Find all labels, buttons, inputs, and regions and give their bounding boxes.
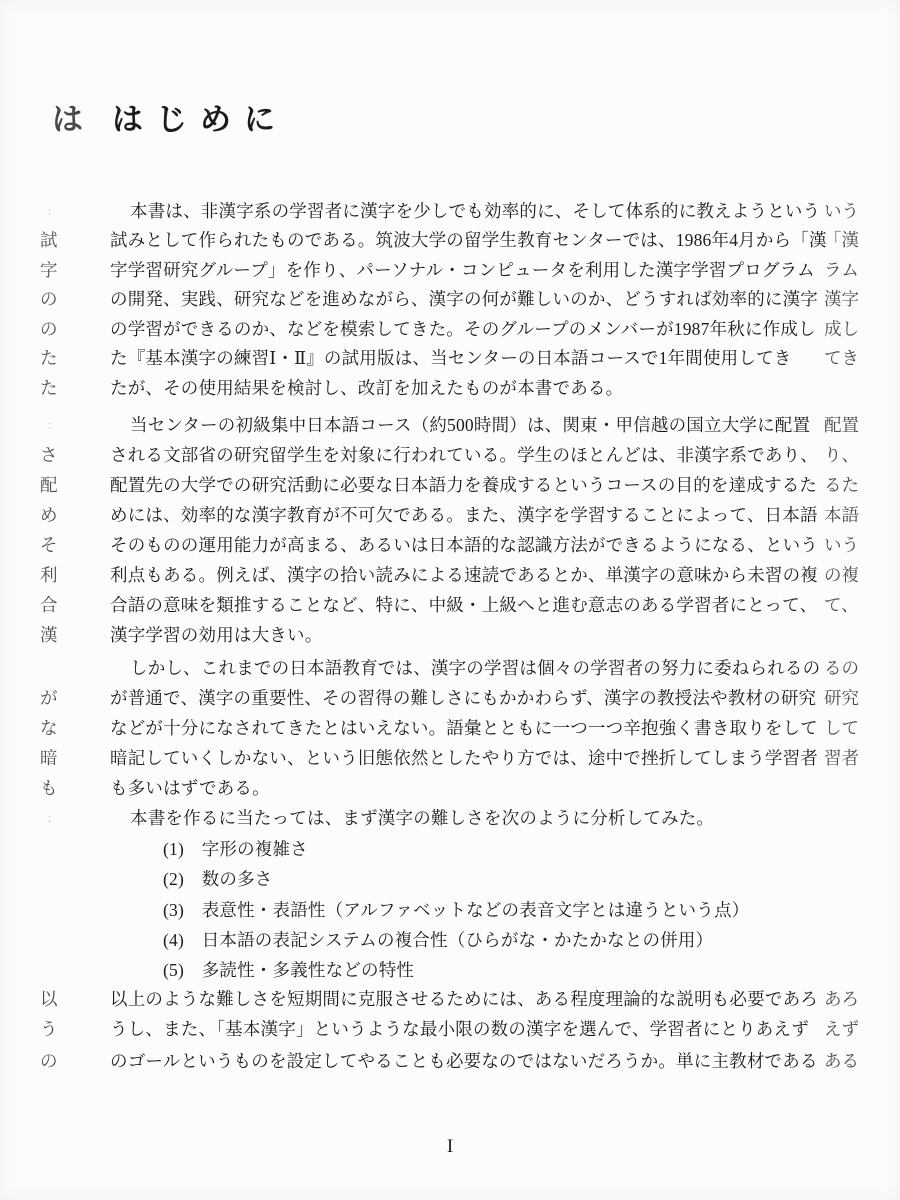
- body-line: [0, 532, 900, 558]
- ghost-text-right: 習者: [824, 748, 859, 768]
- body-line: [0, 472, 900, 498]
- ghost-text-left: 字: [40, 260, 58, 280]
- ghost-text-left: め: [40, 505, 58, 525]
- body-line: [0, 198, 900, 224]
- ghost-text-left: 配: [40, 475, 58, 495]
- line-text: 配置先の大学での研究活動に必要な日本語力を養成するというコースの目的を達成するた: [110, 475, 818, 495]
- body-line: [0, 805, 900, 831]
- ghost-text-right: るの: [824, 658, 859, 678]
- body-line: [0, 562, 900, 588]
- line-text: 以上のような難しさを短期間に克服させるためには、ある程度理論的な説明も必要であろ: [110, 989, 818, 1009]
- line-text: も多いはずである。: [110, 778, 270, 798]
- line-text: 本書を作るに当たっては、まず漢字の難しさを次のように分析してみた。: [130, 808, 715, 828]
- list-item-line: [0, 866, 900, 892]
- ghost-text-left: ：: [47, 206, 58, 218]
- ghost-text-right: ラム: [824, 260, 859, 280]
- ghost-text-left: た: [40, 378, 58, 398]
- ghost-text-left: 暗: [40, 748, 58, 768]
- line-text: 字学習研究グループ」を作り、パーソナル・コンピュータを利用した漢字学習プログラム: [110, 260, 815, 280]
- ghost-text-left: ：: [47, 813, 58, 825]
- body-line: [0, 286, 900, 312]
- line-text: めには、効率的な漢字教育が不可欠である。また、漢字を学習することによって、日本語: [110, 505, 818, 525]
- line-text: される文部省の研究留学生を対象に行われている。学生のほとんどは、非漢字系であり、: [110, 445, 818, 465]
- ghost-text-left: の: [40, 319, 58, 339]
- line-text: た『基本漢字の練習Ⅰ・Ⅱ』の試用版は、当センターの日本語コースで1年間使用してき: [110, 348, 792, 368]
- body-line: [0, 655, 900, 681]
- ghost-text-left: 合: [40, 595, 58, 615]
- ghost-text-left: 以: [40, 989, 58, 1009]
- body-line: [0, 592, 900, 618]
- ghost-text-right: てき: [824, 348, 859, 368]
- page-number: I: [446, 1136, 454, 1157]
- ghost-text-left: そ: [40, 535, 58, 555]
- line-text: 当センターの初級集中日本語コース（約500時間）は、関東・甲信越の国立大学に配置: [130, 415, 811, 435]
- body-line: [0, 375, 900, 401]
- body-line: [0, 345, 900, 371]
- line-text: しかし、これまでの日本語教育では、漢字の学習は個々の学習者の努力に委ねられるの: [130, 658, 821, 678]
- line-text: (1) 字形の複雑さ: [163, 839, 308, 859]
- body-line: [0, 622, 900, 648]
- line-text: (2) 数の多さ: [163, 869, 273, 889]
- line-text: (5) 多読性・多義性などの特性: [163, 960, 415, 980]
- list-item-line: [0, 836, 900, 862]
- ghost-text-right: いう: [824, 201, 859, 221]
- ghost-text-right: 本語: [824, 505, 859, 525]
- list-item-line: [0, 927, 900, 953]
- ghost-text-right: て、: [824, 595, 859, 615]
- ghost-text-left: さ: [40, 445, 58, 465]
- list-item-line: [0, 897, 900, 923]
- body-line: [0, 316, 900, 342]
- ghost-text-right: して: [824, 718, 859, 738]
- ghost-text-right: 研究: [824, 688, 859, 708]
- ghost-text-left: 試: [40, 230, 58, 250]
- ghost-text-left: ：: [47, 420, 58, 432]
- ghost-text-right: の複: [824, 565, 859, 585]
- line-text: たが、その使用結果を検討し、改訂を加えたものが本書である。: [110, 378, 624, 398]
- ghost-text-left: が: [40, 688, 58, 708]
- heading-ghost: は: [52, 102, 83, 137]
- line-text: 合語の意味を類推することなど、特に、中級・上級へと進む意志のある学習者にとって、: [110, 595, 818, 615]
- page-heading: [0, 94, 900, 138]
- line-text: そのものの運用能力が高まる、あるいは日本語的な認識方法ができるようになる、という: [110, 535, 818, 555]
- body-line: [0, 257, 900, 283]
- body-line: [0, 715, 900, 741]
- line-text: 利点もある。例えば、漢字の拾い読みによる速読であるとか、単漢字の意味から未習の複: [110, 565, 818, 585]
- line-text: などが十分になされてきたとはいえない。語彙とともに一つ一つ辛抱強く書き取りをして: [110, 718, 818, 738]
- heading-text: はじめに: [112, 102, 288, 137]
- ghost-text-left: な: [40, 718, 58, 738]
- ghost-text-left: の: [40, 289, 58, 309]
- ghost-text-left: 漢: [40, 625, 58, 645]
- line-text: の開発、実践、研究などを進めながら、漢字の何が難しいのか、どうすれば効率的に漢字: [110, 289, 818, 309]
- ghost-text-right: ある: [824, 1051, 859, 1071]
- body-line: [0, 986, 900, 1012]
- line-text: 試みとして作られたものである。筑波大学の留学生教育センターでは、1986年4月から「漢: [110, 230, 827, 250]
- line-text: (4) 日本語の表記システムの複合性（ひらがな・かたかなとの併用）: [163, 930, 714, 950]
- line-text: 本書は、非漢字系の学習者に漢字を少しでも効率的に、そして体系的に教えようという: [130, 201, 821, 221]
- body-line: [0, 502, 900, 528]
- body-line: [0, 412, 900, 438]
- ghost-text-left: の: [40, 1051, 58, 1071]
- ghost-text-right: 「漢: [824, 230, 859, 250]
- ghost-text-right: えず: [824, 1019, 859, 1039]
- ghost-text-left: 利: [40, 565, 58, 585]
- body-line: [0, 1048, 900, 1074]
- line-text: 暗記していくしかない、という旧態依然としたやり方では、途中で挫折してしまう学習者: [110, 748, 818, 768]
- ghost-text-right: 漢字: [824, 289, 859, 309]
- body-line: [0, 685, 900, 711]
- line-text: のゴールというものを設定してやることも必要なのではないだろうか。単に主教材である: [110, 1051, 818, 1071]
- ghost-text-right: り、: [824, 445, 859, 465]
- ghost-text-left: も: [40, 778, 58, 798]
- body-line: [0, 227, 900, 253]
- line-text: うし、また、「基本漢字」というような最小限の数の漢字を選んで、学習者にとりあえず: [110, 1019, 809, 1039]
- ghost-text-right: あろ: [824, 989, 859, 1009]
- ghost-text-right: 成し: [824, 319, 859, 339]
- body-line: [0, 1016, 900, 1042]
- body-line: [0, 745, 900, 771]
- ghost-text-right: るた: [824, 475, 859, 495]
- list-item-line: [0, 957, 900, 983]
- line-text: の学習ができるのか、などを模索してきた。そのグループのメンバーが1987年秋に作成し: [110, 319, 816, 339]
- body-line: [0, 442, 900, 468]
- ghost-text-left: う: [40, 1019, 58, 1039]
- ghost-text-right: いう: [824, 535, 859, 555]
- line-text: (3) 表意性・表語性（アルファベットなどの表音文字とは違うという点）: [163, 900, 750, 920]
- ghost-text-left: た: [40, 348, 58, 368]
- line-text: 漢字学習の効用は大きい。: [110, 625, 323, 645]
- line-text: が普通で、漢字の重要性、その習得の難しさにもかかわらず、漢字の教授法や教材の研究: [110, 688, 817, 708]
- ghost-text-right: 配置: [824, 415, 859, 435]
- body-line: [0, 775, 900, 801]
